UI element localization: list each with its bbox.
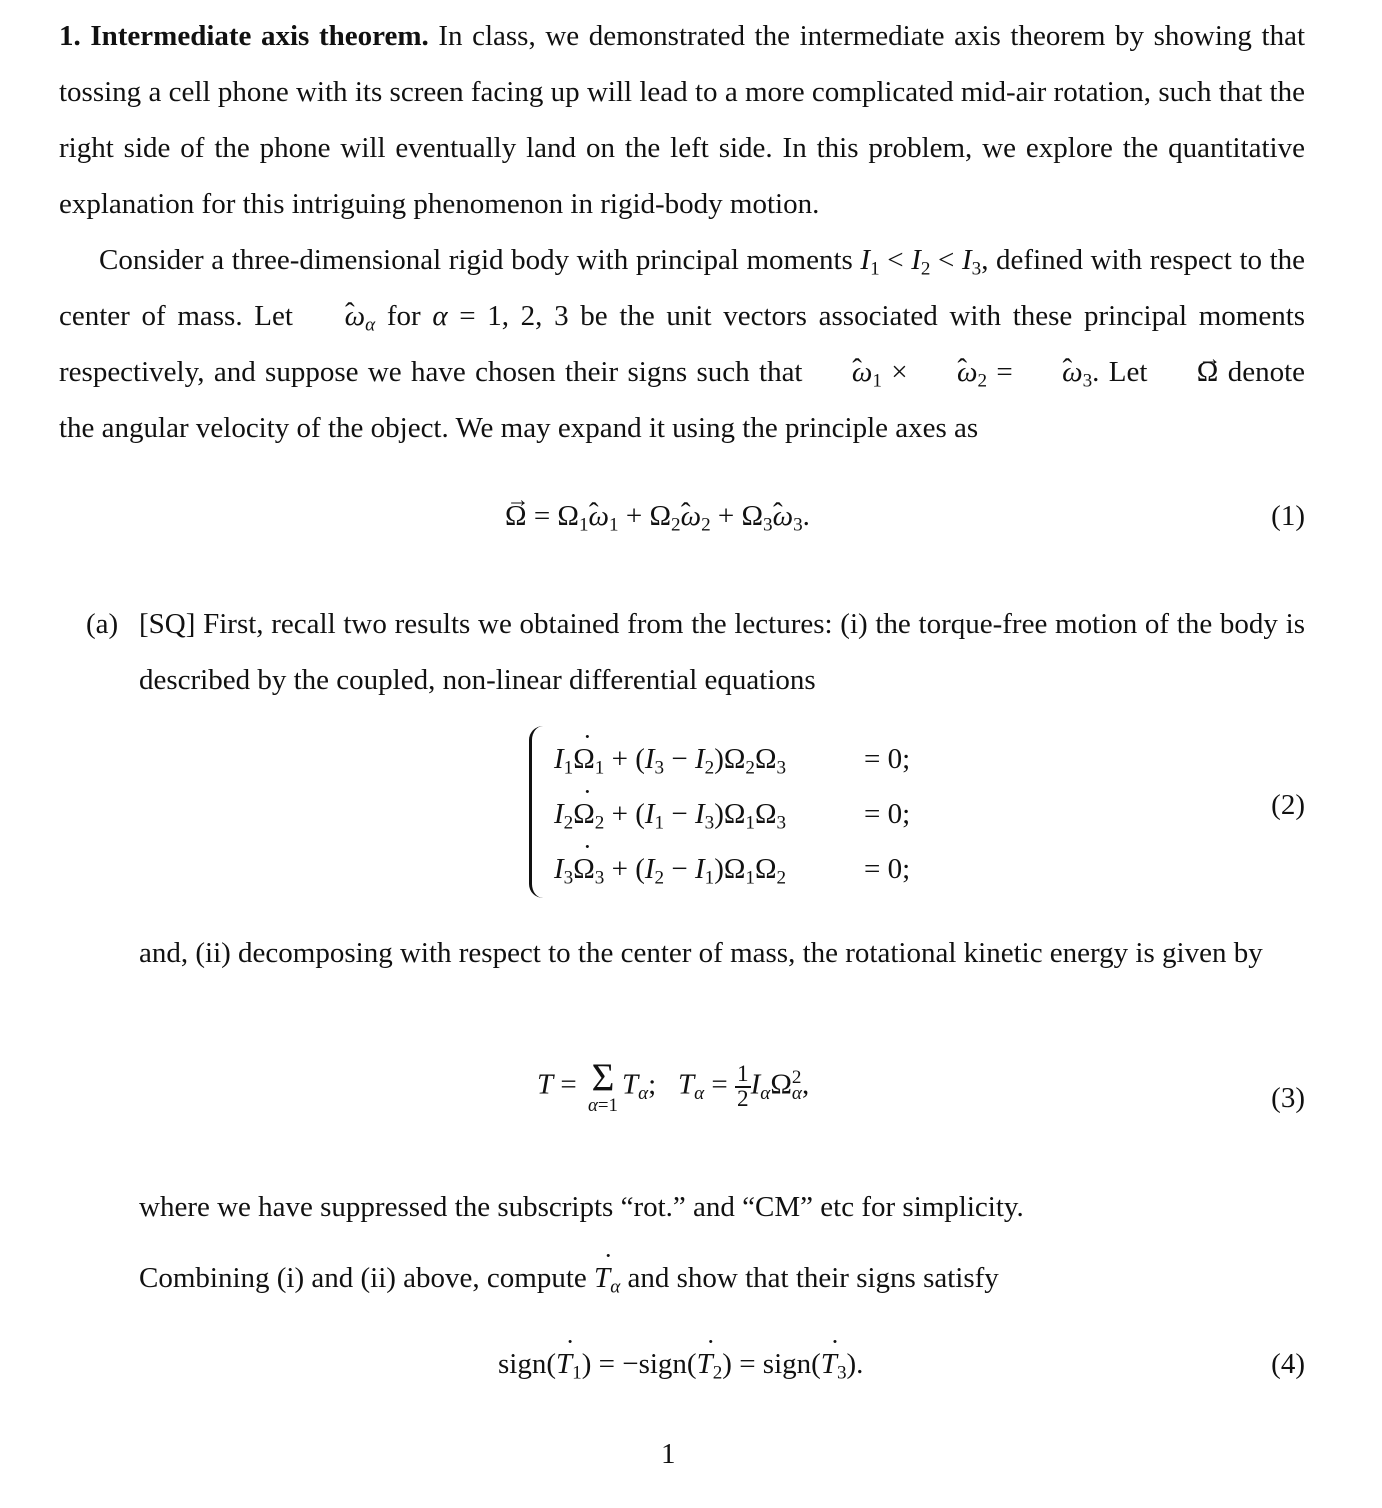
problem-page: 1. Intermediate axis theorem. In class, we demonstrated the intermediate axis theorem by showing that tossing a cell phone with its screen facing up will lead to a more complicated mid-air rotation, such that the right side of the phone will eventually land on the left side. In this problem, we explore the quantitative explanation for this intriguing phenomenon in rigid-body motion. Consider a three-dimensional rigid body with principal moments $I_1 < I_2 < I_3$, defined with respect to the center of mass. Let ̂ $\omega_\alpha$ for α = 1, 2, 3 be the unit vectors associated with these principal moments respectively, and suppose we have chosen their signs such that ̂ $\omega_1$ × ̂ $\omega_2$ = ̂ $\omega_3$. Let → Ω denote the angular velocity of the object. We may expand it using the principle axes as → $\Omega = \Omega_1̂$ $\omega_1$ + $\Omega_2̂$ $\omega_2$ + $\Omega_3̂$ $\omega_3$. (1) (a) [SQ] First, recall two results we obtained from the lectures: (i) the torque-free motion of the body is described by the coupled, non-linear differential equations $I_1˙$ $\Omega_1 + (I_3 - I_2)\Omega_2\Omega_3$ = 0; $I_2˙$ $\Omega_2 + (I_1 - I_3)\Omega_1\Omega_3$ = 0; $I_3˙$ $\Omega_3 + (I_2 - I_1)\Omega_1\Omega_2$ = 0; (2) and, (ii) decomposing with respect to the center of mass, the rotational kinetic energy is given by T = Σ α=1 $T_\alpha$; $T_\alpha$ = $\frac{1}{2}$ $I_\alpha\Omega^2_\alpha$, (3) where we have suppressed the subscripts “rot.” and “CM” etc for simplicity. Combining (i) and (ii) above, compute ˙ $T_\alpha$ and show that their signs satisfy sign(˙ $T_1$) = −sign(˙ $T_2$) = sign(˙ $T_3$). (4) <box>59 8 1305 456</box>
problem-title: 1. Intermediate axis theorem. <box>59 20 429 52</box>
part-a-suppression <box>86 1179 1305 1235</box>
equation-1-number: (1) <box>1271 500 1305 532</box>
equation-3-number: (3) <box>1271 1082 1305 1114</box>
equation-2-brace <box>529 726 546 898</box>
part-a-task <box>86 1250 1305 1306</box>
equation-2-system: $I_1˙$ $\Omega_1 + (I_3 - I_2)\Omega_2\Omega_3$ = 0; $I_2˙$ $\Omega_2 + (I_1 - I_3)\Omega_1\Omega_3$ = 0; $I_3˙$ $\Omega_3 + (I_2 - I_1)\Omega_1\Omega_2$ = 0; <box>554 732 786 897</box>
intro-paragraph <box>59 8 1305 232</box>
part-a-energy <box>86 925 1305 981</box>
intro-text: In class, we demonstrated the intermediate axis theorem by showing that tossing a cell phone with its screen facing up will lead to a more complicated mid-air rotation, such that the right side of the phone will eventually land on the left side. In this problem, we explore the quantitative explanation for this intriguing phenomenon in rigid-body motion. <box>59 20 1306 220</box>
page-number: 1 <box>661 1438 676 1470</box>
equation-2-number: (2) <box>1271 789 1305 821</box>
equation-4-number: (4) <box>1271 1348 1305 1380</box>
part-a-text-3: where we have suppressed the subscripts “rot.” and “CM” etc for simplicity. <box>139 1191 1024 1223</box>
part-a-text-2: and, (ii) decomposing with respect to the center of mass, the rotational kinetic energy is given by <box>139 937 1263 969</box>
part-a-text-1: [SQ] First, recall two results we obtained from the lectures: (i) the torque-free motion of the body is described by the coupled, non-linear differential equations <box>139 608 1305 696</box>
part-a-label: (a) <box>86 608 119 640</box>
part-a <box>86 596 1305 708</box>
setup-paragraph: Consider a three-dimensional rigid body with principal moments $I_1 < I_2 < I_3$, defined with respect to the center of mass. Let ̂ $\omega_\alpha$ for α = 1, 2, 3 be the unit vectors associated with these principal moments respectively, and suppose we have chosen their signs such that ̂ $\omega_1$ × ̂ $\omega_2$ = ̂ $\omega_3$. Let → Ω denote the angular velocity of the object. We may expand it using the principle axes as <box>59 232 1305 456</box>
part-a-text-4: Combining (i) and (ii) above, compute ˙ $T_\alpha$ and show that their signs satisfy <box>139 1250 1305 1306</box>
